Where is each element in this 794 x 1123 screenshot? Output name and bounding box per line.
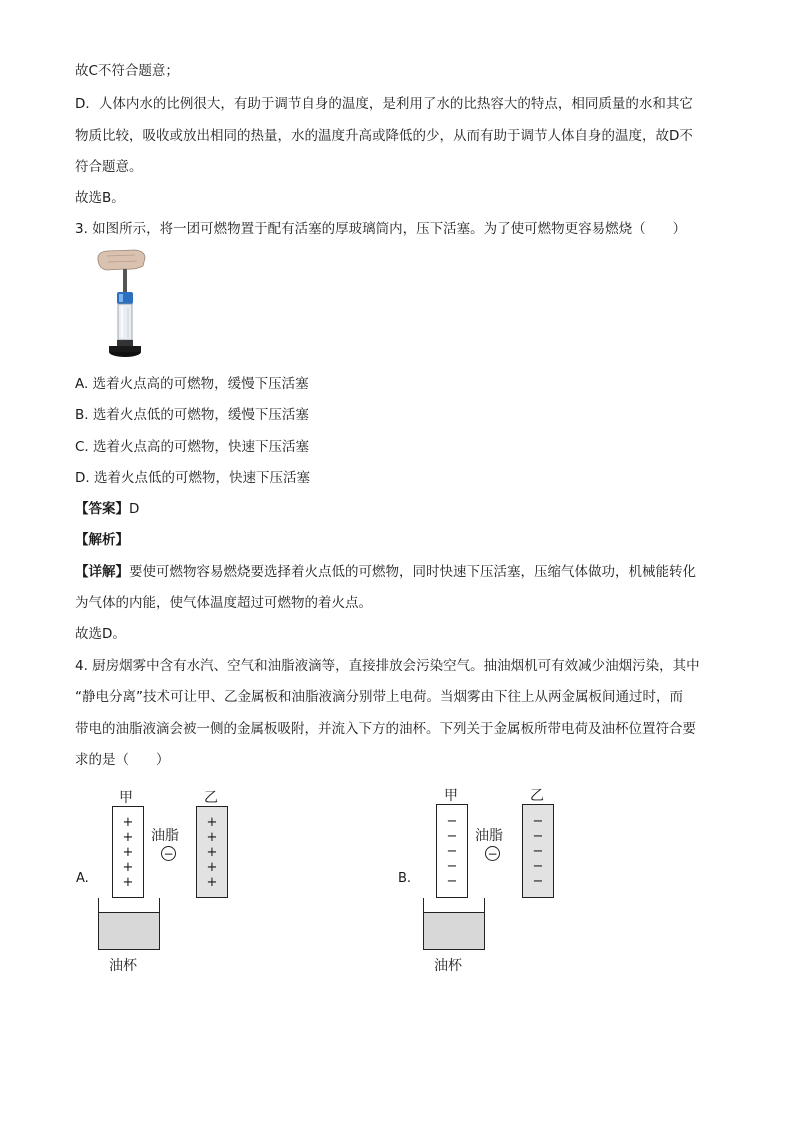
plate-jia xyxy=(436,804,468,898)
charge-sign: + xyxy=(206,814,218,830)
answer-row xyxy=(75,499,139,519)
question-4-stem: “静电分离”技术可让甲、乙金属板和油脂液滴分别带上电荷。当烟雾由下往上从两金属板间通过时，而 xyxy=(75,689,683,705)
question-4-stem: 求的是（ ） xyxy=(75,752,170,768)
charge-sign: − xyxy=(446,843,458,859)
plate-yi xyxy=(522,804,554,898)
charge-sign: − xyxy=(446,873,458,889)
detail-tag: 【详解】 xyxy=(75,564,129,580)
charge-sign: + xyxy=(206,844,218,860)
text-line: D．人体内水的比例很大，有助于调节自身的温度，是利用了水的比热容大的特点，相同质量的水和其它 xyxy=(75,96,693,112)
analysis-tag xyxy=(75,530,129,550)
charge-sign: + xyxy=(122,844,134,860)
charge-sign: + xyxy=(122,814,134,830)
option-b: B. 选着火点低的可燃物，缓慢下压活塞 xyxy=(75,407,309,423)
charge-sign: − xyxy=(446,813,458,829)
detail-text-2: 为气体的内能，使气体温度超过可燃物的着火点。 xyxy=(75,595,372,611)
plate-jia-label: 甲 xyxy=(444,788,458,804)
analysis-label: 【解析】 xyxy=(75,532,129,548)
figure-b-letter: B. xyxy=(398,871,412,886)
charge-sign: − xyxy=(532,813,544,829)
oil-fill xyxy=(99,912,159,949)
choose-line: 故选D。 xyxy=(75,626,126,642)
plate-yi-label: 乙 xyxy=(204,790,218,806)
option-a: A. 选着火点高的可燃物，缓慢下压活塞 xyxy=(75,376,309,392)
oil-cup-label: 油杯 xyxy=(109,958,137,974)
plate-jia-label: 甲 xyxy=(119,790,133,806)
piston-cylinder-photo xyxy=(95,248,155,366)
plate-yi xyxy=(196,806,228,898)
oil-cup xyxy=(423,898,485,950)
answer-value: D xyxy=(129,501,140,517)
charge-sign: − xyxy=(532,873,544,889)
text-line: 故选B。 xyxy=(75,190,125,206)
oil-fill xyxy=(424,912,484,949)
oil-drop-label: 油脂 xyxy=(151,828,179,844)
oil-drop: − xyxy=(161,846,176,861)
plate-jia xyxy=(112,806,144,898)
charge-sign: + xyxy=(122,859,134,875)
answer-tag: 【答案】 xyxy=(75,501,129,517)
charge-sign: + xyxy=(206,874,218,890)
question-3-stem: 3. 如图所示，将一团可燃物置于配有活塞的厚玻璃筒内，压下活塞。为了使可燃物更容易燃烧（ ） xyxy=(75,221,687,237)
oil-cup xyxy=(98,898,160,950)
question-4-stem: 4. 厨房烟雾中含有水汽、空气和油脂液滴等，直接排放会污染空气。抽油烟机可有效减少油烟污染，其中 xyxy=(75,658,700,674)
charge-sign: − xyxy=(532,828,544,844)
text-line: 符合题意。 xyxy=(75,159,143,175)
text-line: 故C不符合题意； xyxy=(75,63,179,79)
option-c: C. 选着火点高的可燃物，快速下压活塞 xyxy=(75,439,310,455)
option-d: D. 选着火点低的可燃物，快速下压活塞 xyxy=(75,470,310,486)
oil-cup-label: 油杯 xyxy=(434,958,462,974)
detail-text: 要使可燃物容易燃烧要选择着火点低的可燃物，同时快速下压活塞，压缩气体做功，机械能转化 xyxy=(129,564,696,580)
charge-sign: + xyxy=(206,859,218,875)
charge-sign: + xyxy=(122,874,134,890)
charge-sign: − xyxy=(532,843,544,859)
oil-drop: − xyxy=(485,846,500,861)
oil-drop-label: 油脂 xyxy=(475,828,503,844)
charge-sign: − xyxy=(446,828,458,844)
charge-sign: − xyxy=(446,858,458,874)
text-line: 物质比较，吸收或放出相同的热量，水的温度升高或降低的少，从而有助于调节人体自身的温度，故D不 xyxy=(75,128,693,144)
figure-a-letter: A. xyxy=(76,871,89,886)
charge-sign: − xyxy=(532,858,544,874)
charge-sign: + xyxy=(122,829,134,845)
detail-row xyxy=(75,562,696,582)
question-4-stem: 带电的油脂液滴会被一侧的金属板吸附，并流入下方的油杯。下列关于金属板所带电荷及油杯位置符合要 xyxy=(75,721,696,737)
charge-sign: + xyxy=(206,829,218,845)
plate-yi-label: 乙 xyxy=(530,788,544,804)
